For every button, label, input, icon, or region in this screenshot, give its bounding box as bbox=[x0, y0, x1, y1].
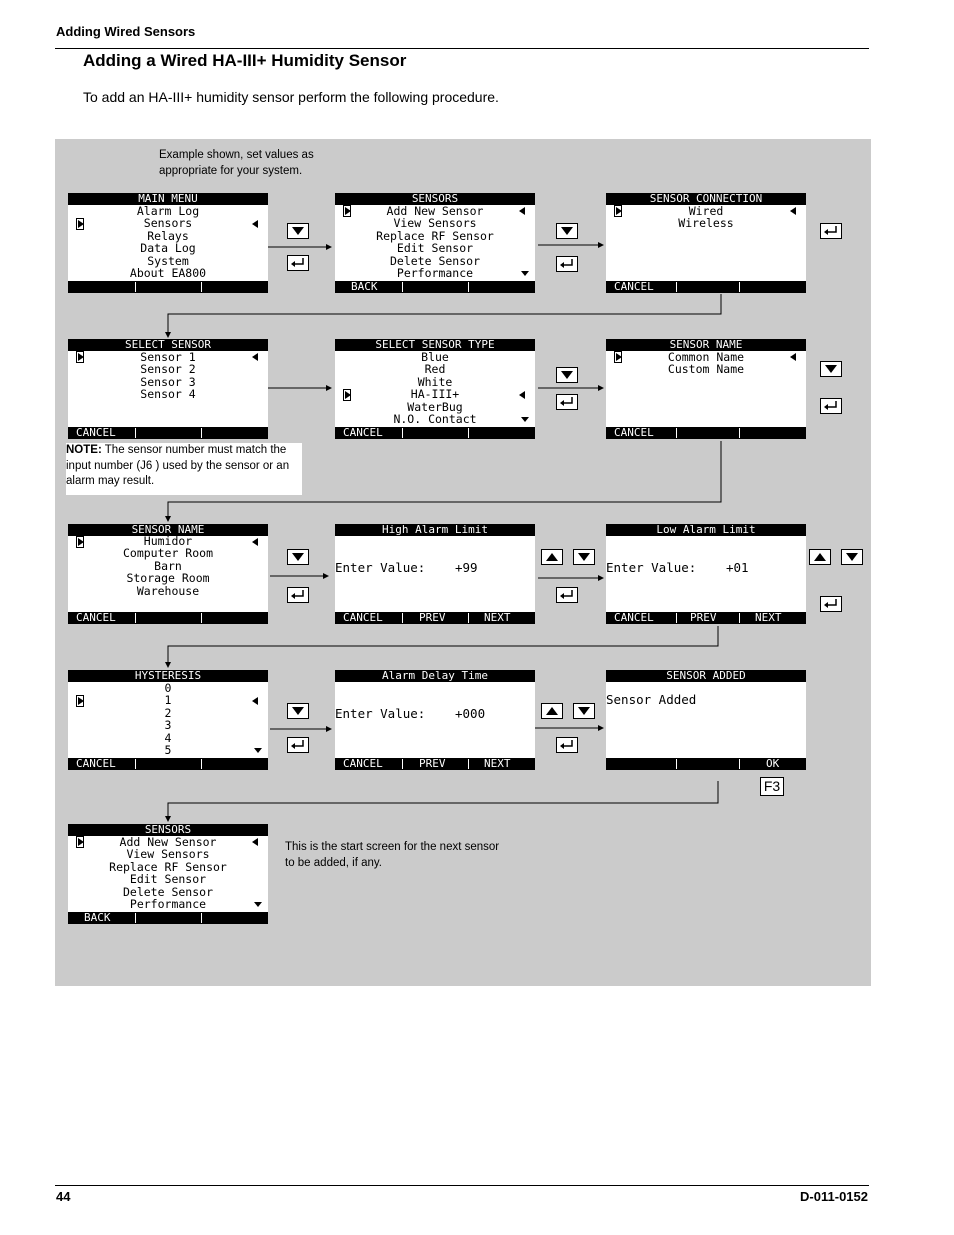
selection-right-icon bbox=[519, 207, 525, 215]
up-arrow-key-icon bbox=[541, 703, 563, 719]
menu-item: 2 bbox=[164, 705, 172, 720]
softkey-cancel: CANCEL bbox=[343, 611, 383, 624]
softkey-1: CANCEL bbox=[614, 280, 654, 293]
softkey-1: BACK bbox=[84, 911, 111, 924]
scroll-down-icon bbox=[254, 902, 262, 907]
softkey-bar bbox=[335, 427, 535, 439]
screen-title: Alarm Delay Time bbox=[335, 670, 535, 682]
screen-title: SELECT SENSOR TYPE bbox=[335, 339, 535, 351]
selection-left-icon bbox=[345, 207, 351, 215]
menu-item: Edit Sensor bbox=[129, 872, 207, 887]
down-arrow-key-icon bbox=[556, 223, 578, 239]
enter-key-icon bbox=[820, 398, 842, 414]
softkey-1: CANCEL bbox=[76, 426, 116, 439]
screen-title: SELECT SENSOR bbox=[68, 339, 268, 351]
menu-item: Data Log bbox=[140, 241, 196, 256]
enter-key-icon bbox=[556, 737, 578, 753]
f3-key: F3 bbox=[760, 777, 784, 796]
lcd-hysteresis bbox=[68, 670, 268, 770]
menu-item: Custom Name bbox=[667, 362, 745, 377]
softkey-1: CANCEL bbox=[76, 611, 116, 624]
entry-label: Enter Value: bbox=[335, 560, 426, 575]
menu-item: Performance bbox=[129, 896, 207, 911]
menu-item: Add New Sensor bbox=[119, 835, 217, 849]
selection-left-icon bbox=[616, 207, 622, 215]
enter-key-icon bbox=[556, 256, 578, 272]
down-arrow-key-icon bbox=[287, 703, 309, 719]
screen-title: SENSOR NAME bbox=[606, 339, 806, 351]
softkey-bar bbox=[68, 912, 268, 924]
enter-key-icon bbox=[287, 255, 309, 271]
softkey-ok: OK bbox=[766, 757, 780, 770]
menu-item: Wired bbox=[688, 204, 724, 218]
note-label: NOTE: bbox=[66, 444, 102, 456]
softkey-prev: PREV bbox=[419, 611, 446, 624]
menu-item: Sensor 4 bbox=[140, 387, 196, 402]
selection-left-icon bbox=[78, 538, 84, 546]
page-title: Adding a Wired HA-III+ Humidity Sensor bbox=[83, 51, 407, 70]
menu-item: Common Name bbox=[667, 350, 745, 364]
menu-item: Add New Sensor bbox=[386, 204, 484, 218]
softkey-bar bbox=[68, 427, 268, 439]
page-number: 44 bbox=[56, 1189, 71, 1204]
enter-key-icon bbox=[287, 587, 309, 603]
menu-item: Sensor 1 bbox=[140, 350, 196, 364]
down-arrow-key-icon bbox=[287, 549, 309, 565]
enter-key-icon bbox=[820, 596, 842, 612]
screen-title: SENSORS bbox=[68, 824, 268, 836]
softkey-prev: PREV bbox=[690, 611, 717, 624]
screen-title: High Alarm Limit bbox=[335, 524, 535, 536]
menu-item: Humidor bbox=[143, 534, 193, 548]
menu-item: 0 bbox=[164, 681, 172, 695]
down-arrow-key-icon bbox=[841, 549, 863, 565]
selection-left-icon bbox=[616, 353, 622, 361]
screen-title: SENSOR NAME bbox=[68, 524, 268, 536]
softkey-next: NEXT bbox=[484, 611, 511, 624]
softkey-bar bbox=[68, 612, 268, 624]
entry-label: Enter Value: bbox=[606, 560, 697, 575]
softkey-bar bbox=[335, 612, 535, 624]
selection-left-icon bbox=[78, 353, 84, 361]
menu-item: Relays bbox=[147, 228, 189, 243]
menu-item: View Sensors bbox=[393, 216, 477, 231]
menu-item: About EA800 bbox=[129, 265, 207, 280]
menu-item: 3 bbox=[164, 718, 172, 733]
softkey-1: CANCEL bbox=[343, 426, 383, 439]
up-arrow-key-icon bbox=[541, 549, 563, 565]
lcd-alarm-delay-time bbox=[335, 670, 535, 770]
menu-item: Sensor 3 bbox=[140, 374, 196, 389]
screen-title: SENSOR ADDED bbox=[606, 670, 806, 682]
running-header: Adding Wired Sensors bbox=[56, 24, 196, 39]
menu-item: Delete Sensor bbox=[389, 253, 480, 268]
menu-item: Sensor 2 bbox=[140, 362, 196, 377]
menu-item: Replace RF Sensor bbox=[109, 859, 227, 874]
lcd-select-sensor bbox=[68, 339, 268, 439]
menu-item: White bbox=[417, 374, 453, 389]
menu-item: View Sensors bbox=[126, 847, 210, 862]
lcd-sensor-name-type bbox=[606, 339, 806, 439]
menu-item: Blue bbox=[421, 350, 449, 364]
lcd-high-alarm-limit bbox=[335, 524, 535, 624]
selection-right-icon bbox=[252, 220, 258, 228]
next-sensor-note: This is the start screen for the next sensor to be added, if any. bbox=[285, 841, 500, 869]
up-arrow-key-icon bbox=[809, 549, 831, 565]
softkey-bar bbox=[335, 281, 535, 293]
enter-key-icon bbox=[820, 223, 842, 239]
scroll-down-icon bbox=[521, 271, 529, 276]
menu-item: Delete Sensor bbox=[122, 884, 213, 899]
softkey-bar bbox=[68, 281, 268, 293]
menu-item: Edit Sensor bbox=[396, 241, 474, 256]
entry-value: +01 bbox=[726, 560, 749, 575]
screen-title: MAIN MENU bbox=[68, 193, 268, 205]
entry-value: +99 bbox=[455, 560, 478, 575]
softkey-1: BACK bbox=[351, 280, 378, 293]
softkey-bar bbox=[606, 281, 806, 293]
menu-item: Performance bbox=[396, 265, 474, 280]
softkey-1: CANCEL bbox=[614, 426, 654, 439]
lcd-sensor-connection bbox=[606, 193, 806, 293]
lcd-main-menu bbox=[68, 193, 268, 293]
softkey-prev: PREV bbox=[419, 757, 446, 770]
menu-item: Replace RF Sensor bbox=[376, 228, 494, 243]
note-text: The sensor number must match the input number (J6 ) used by the sensor or an alarm may result. bbox=[66, 444, 290, 487]
menu-item: Storage Room bbox=[126, 571, 210, 586]
selection-left-icon bbox=[345, 391, 351, 399]
lcd-sensors bbox=[335, 193, 535, 293]
softkey-bar bbox=[606, 427, 806, 439]
lcd-sensor-name-list bbox=[68, 524, 268, 624]
menu-item: Barn bbox=[154, 558, 182, 573]
down-arrow-key-icon bbox=[820, 361, 842, 377]
lcd-select-sensor-type bbox=[335, 339, 535, 439]
enter-key-icon bbox=[556, 394, 578, 410]
menu-item: Warehouse bbox=[136, 583, 200, 598]
softkey-1: CANCEL bbox=[76, 757, 116, 770]
down-arrow-key-icon bbox=[287, 223, 309, 239]
screen-title: Low Alarm Limit bbox=[606, 524, 806, 536]
selection-right-icon bbox=[252, 697, 258, 705]
selection-left-icon bbox=[78, 838, 84, 846]
intro-paragraph: To add an HA-III+ humidity sensor perform the following procedure. bbox=[83, 89, 499, 105]
down-arrow-key-icon bbox=[573, 549, 595, 565]
down-arrow-key-icon bbox=[573, 703, 595, 719]
selection-right-icon bbox=[252, 538, 258, 546]
menu-item: N.O. Contact bbox=[393, 411, 477, 426]
footer-rule bbox=[55, 1185, 869, 1186]
example-note: Example shown, set values as appropriate for your system. bbox=[159, 149, 314, 177]
entry-value: +000 bbox=[455, 706, 486, 721]
selection-left-icon bbox=[78, 697, 84, 705]
menu-item: Alarm Log bbox=[136, 204, 200, 218]
softkey-bar bbox=[606, 758, 806, 770]
lcd-sensors-restart bbox=[68, 824, 268, 924]
menu-item: WaterBug bbox=[407, 399, 463, 414]
softkey-cancel: CANCEL bbox=[343, 757, 383, 770]
softkey-bar bbox=[335, 758, 535, 770]
scroll-down-icon bbox=[521, 417, 529, 422]
menu-item: 5 bbox=[164, 742, 172, 757]
softkey-next: NEXT bbox=[755, 611, 782, 624]
softkey-bar bbox=[68, 758, 268, 770]
menu-item: HA-III+ bbox=[410, 387, 460, 402]
softkey-bar bbox=[606, 612, 806, 624]
enter-key-icon bbox=[287, 737, 309, 753]
status-message: Sensor Added bbox=[606, 692, 697, 707]
softkey-next: NEXT bbox=[484, 757, 511, 770]
screen-title: SENSOR CONNECTION bbox=[606, 193, 806, 205]
screen-title: SENSORS bbox=[335, 193, 535, 205]
lcd-low-alarm-limit bbox=[606, 524, 806, 624]
enter-key-icon bbox=[556, 587, 578, 603]
scroll-down-icon bbox=[254, 748, 262, 753]
menu-item: 1 bbox=[164, 693, 172, 708]
menu-item: Wireless bbox=[678, 216, 734, 231]
menu-item: Red bbox=[424, 362, 446, 377]
lcd-sensor-added bbox=[606, 670, 806, 770]
down-arrow-key-icon bbox=[556, 367, 578, 383]
selection-right-icon bbox=[790, 353, 796, 361]
menu-item: Sensors bbox=[143, 216, 193, 231]
document-id: D-011-0152 bbox=[800, 1189, 868, 1204]
selection-left-icon bbox=[78, 220, 84, 228]
entry-label: Enter Value: bbox=[335, 706, 426, 721]
softkey-cancel: CANCEL bbox=[614, 611, 654, 624]
selection-right-icon bbox=[519, 391, 525, 399]
menu-item: System bbox=[147, 253, 189, 268]
selection-right-icon bbox=[252, 838, 258, 846]
menu-item: 4 bbox=[164, 730, 172, 745]
menu-item: Computer Room bbox=[122, 546, 213, 561]
note-box bbox=[66, 443, 302, 495]
header-rule bbox=[55, 48, 869, 49]
selection-right-icon bbox=[790, 207, 796, 215]
selection-right-icon bbox=[252, 353, 258, 361]
screen-title: HYSTERESIS bbox=[68, 670, 268, 682]
